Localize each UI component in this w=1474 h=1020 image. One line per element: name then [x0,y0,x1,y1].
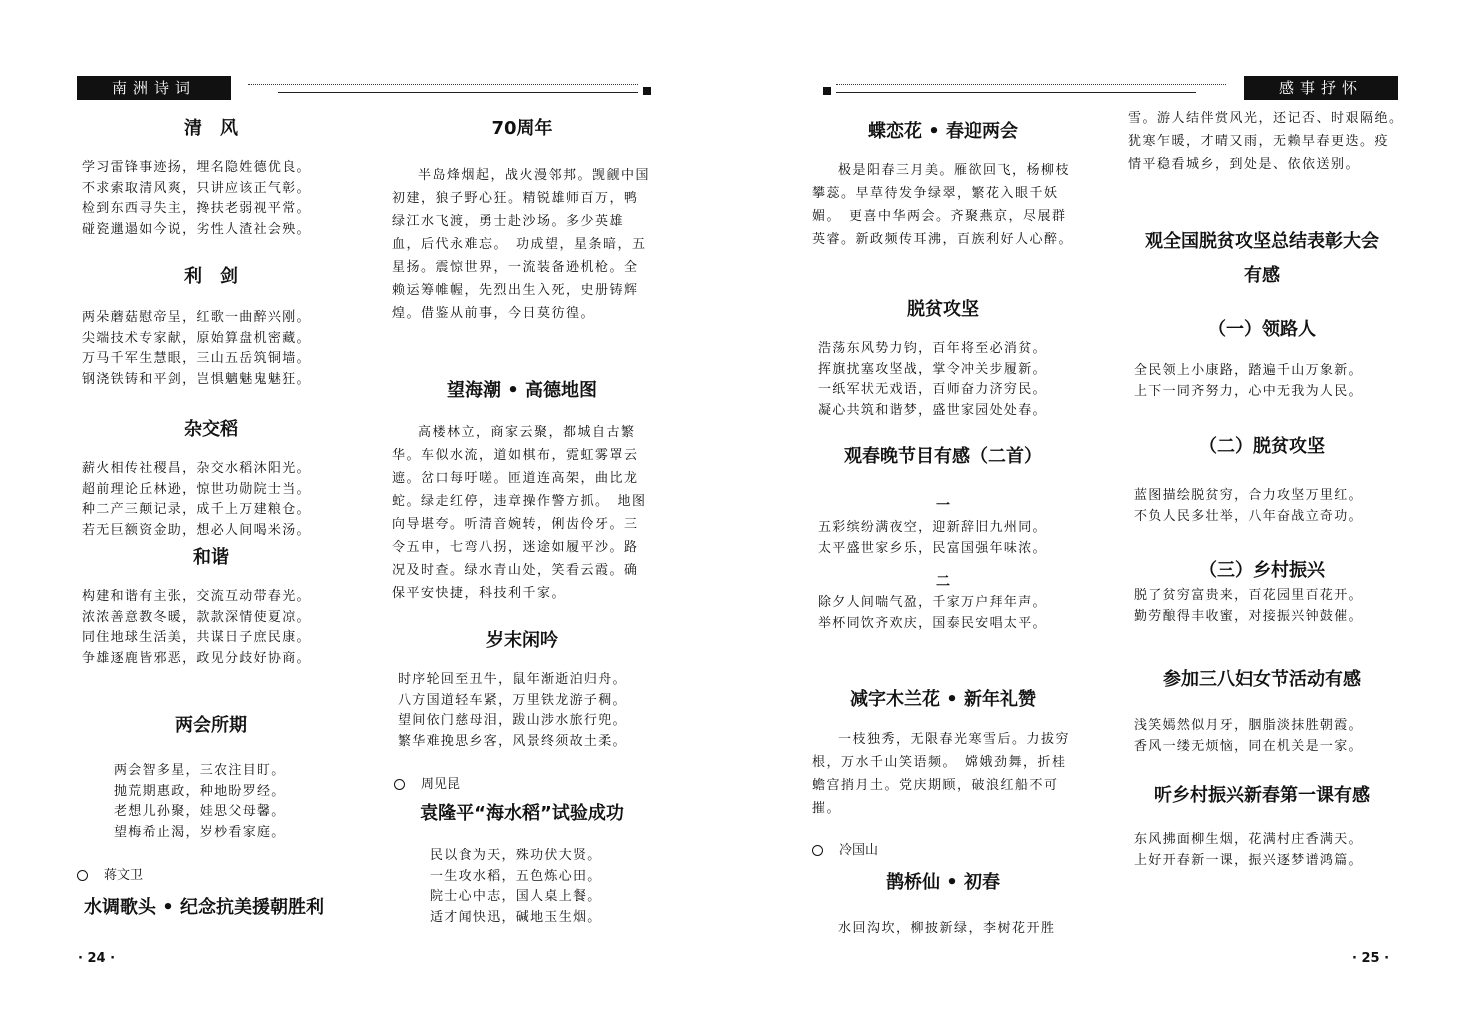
poem-body-xiangcunzhenxing: 脱了贫穷富贵来，百花园里百花开。 勤劳酿得丰收蜜，对接振兴钟鼓催。 [1134,588,1363,624]
right-header-dotted-rule [836,84,1226,85]
poem-body-sanbafunvjie: 浅笑嫣然似月牙，胭脂淡抹胜朝霞。 香风一缕无烦恼，同在机关是一家。 [1134,718,1363,754]
poem-subheading-one: 一 [936,498,950,514]
poem-body-lianghui: 两会智多星，三农注目盯。 抛荒期惠政，种地盼罗经。 老想儿孙聚，娃思父母馨。 望梅希止渴，岁杪看家庭。 [114,763,286,840]
poem-body-chunwan-two: 除夕人间喘气盈，千家万户拜年声。 举杯同饮齐欢庆，国泰民安唱太平。 [818,595,1047,631]
poem-subtitle-tuopingongjian: （二）脱贫攻坚 [1199,436,1325,457]
left-header-solid-rule [278,92,638,93]
poem-body-queqiaoxian: 水回沟坎，柳披新绿，李树花开胜 [838,921,1056,936]
poem-subtitle-xiangcunzhenxing: （三）乡村振兴 [1199,560,1325,581]
author-line-zhoujiankun: 周见昆 [394,773,460,792]
poem-title-suimo: 岁末闲吟 [486,630,558,651]
poem-body-jianzimulanhua: 一枝独秀，无限春光寒雪后。力拔穷根，万水千山笑语频。 嫦娥劲舞，折桂蟾宫捎月土。党庆期顾，破浪红船不可摧。 [812,732,1071,816]
right-section-header: 感事抒怀 [1244,76,1398,100]
page-number-right: · 25 · [1352,951,1390,966]
poem-body-qingfeng: 学习雷锋事迹扬，埋名隐姓德优良。 不求索取清风爽，只讲应该正气彰。 检到东西寻失主，搀扶老弱视平常。 碰瓷邋遢如今说，劣性人渣社会殃。 [82,160,311,237]
poem-body-linglu: 全民领上小康路，踏遍千山万象新。 上下一同齐努力，心中无我为人民。 [1134,363,1363,399]
poem-title-haishuidao: 袁隆平“海水稻”试验成功 [420,803,624,824]
left-section-header: 南洲诗词 [77,76,231,100]
poem-title-xinchundiyike: 听乡村振兴新春第一课有感 [1154,785,1370,806]
poem-body-tuopin: 浩荡东风势力钧，百年将至必消贫。 挥旗扰塞攻坚战，掌令冲关步履新。 一纸军状无戏语，百师奋力济穷民。 凝心共筑和谐梦，盛世家园处处春。 [818,341,1047,418]
poem-subtitle-linglu: （一）领路人 [1208,319,1316,340]
poem-body-wanghaichao: 高楼林立，商家云聚，都城自古繁华。车似水流，道如棋布，霓虹雾罩云遮。岔口每吁嗟。匝道连高架，曲比龙蛇。绿走红停，违章操作警方抓。 地图向导堪夸。听清音婉转，俐齿伶牙。三令五申，七弯八拐，迷途如履平沙。路况及时查。绿水青山处，笑看云霞。确保平安快捷，科技利千家。 [392,425,647,601]
right-header-solid-rule [836,92,1196,93]
poem-title-lijian: 利 剑 [184,266,238,287]
poem-body-zajiaodao: 薪火相传社稷昌，杂交水稻沐阳光。 超前理论丘林逊，惊世功勋院士当。 种二产三颠记录，成千上万建粮仓。 若无巨额资金助，想必人间喝米汤。 [82,461,311,538]
poem-subheading-two: 二 [936,574,950,590]
poem-title-70zhounian: 70周年 [491,118,553,139]
poem-title-sanbafunvjie: 参加三八妇女节活动有感 [1163,669,1361,690]
poem-title-hexie: 和谐 [193,547,229,568]
author-circle-icon [77,870,88,881]
poem-title-lianghui: 两会所期 [175,715,247,736]
poem-body-70zhounian: 半岛烽烟起，战火漫邻邦。觊觎中国初建，狼子野心狂。精锐雄师百万，鸭绿江水飞渡，勇士赴沙场。多少英雄血，后代永难忘。 功成望，星条暗，五星扬。震惊世界，一流装备逊机枪。全赖运筹帷幄，先烈出生入死，史册铸辉煌。借鉴从前事，今日莫彷徨。 [392,168,651,321]
poem-title-dielianhua: 蝶恋花 • 春迎两会 [867,121,1019,142]
poem-body-xinchundiyike: 东风拂面柳生烟，花满村庄香满天。 上好开春新一课，振兴逐梦谱鸿篇。 [1134,832,1363,868]
poem-body-dielianhua: 极是阳春三月美。雁欲回飞，杨柳枝攀蕊。早草待发争绿翠，繁花入眼千妖媚。 更喜中华两会。齐聚燕京，尽展群英睿。新政频传耳沸，百族利好人心醉。 [812,163,1074,247]
author-line-lengguoshan: 冷国山 [812,839,878,858]
poem-title-tuopin: 脱贫攻坚 [907,299,979,320]
poem-body-haishuidao: 民以食为天，殊功伏大贤。 一生攻水稻，五色炼心田。 院士心中志，国人桌上餐。 适才闻快迅，碱地玉生烟。 [430,848,602,925]
poem-title-shuidiaogetou: 水调歌头 • 纪念抗美援朝胜利 [84,897,325,918]
poem-title-zajiaodao: 杂交稻 [184,419,238,440]
page-number-left: · 24 · [78,951,116,966]
author-line-jiangwenwei: 蒋文卫 [77,864,143,883]
poem-body-chunwan-one: 五彩缤纷满夜空，迎新辞旧九州同。 太平盛世家乡乐，民富国强年味浓。 [818,520,1047,556]
author-circle-icon [812,845,823,856]
poem-title-tuopin-biaozhang: 观全国脱贫攻坚总结表彰大会 有感 [1145,231,1379,286]
poem-title-queqiaoxian: 鹊桥仙 • 初春 [885,872,1001,893]
poem-body-tuopingongjian: 蓝图描绘脱贫穷，合力攻坚万里红。 不负人民多壮举，八年奋战立奇功。 [1134,488,1363,524]
poem-body-queqiaoxian-continued: 雪。游人结伴赏风光，还记否、时艰隔绝。 犹寒乍暖，才晴又雨，无赖早春更迭。疫情平稳看城乡，到处是、依依送别。 [1128,111,1412,172]
left-header-square-ornament [643,87,651,95]
poem-title-chunwan: 观春晚节目有感（二首） [844,446,1042,467]
right-header-square-ornament [823,87,831,95]
poem-body-suimo: 时序轮回至丑牛，鼠年渐逝泊归舟。 八方国道轻车紧，万里铁龙游子稠。 望间依门慈母泪，跋山涉水旅行兜。 繁华难挽思乡客，风景终须故土柔。 [398,672,627,749]
poem-title-jianzimulanhua: 减字木兰花 • 新年礼赞 [849,689,1037,710]
poem-body-hexie: 构建和谐有主张，交流互动带春光。 浓浓善意教冬暖，款款深情使夏凉。 同住地球生活美，共谋日子庶民康。 争雄逐鹿皆邪恶，政见分歧好协商。 [82,589,311,666]
left-header-dotted-rule [248,84,638,85]
author-circle-icon [394,779,405,790]
poem-title-wanghaichao: 望海潮 • 高德地图 [446,380,598,401]
poem-body-lijian: 两朵蘑菇慰帝呈，红歌一曲醉兴刚。 尖端技术专家献，原始算盘机密藏。 万马千军生慧眼，三山五岳筑铜墙。 钢浇铁铸和平剑，岂惧魑魅鬼魅狂。 [82,310,311,387]
poem-title-qingfeng: 清 风 [184,118,238,139]
